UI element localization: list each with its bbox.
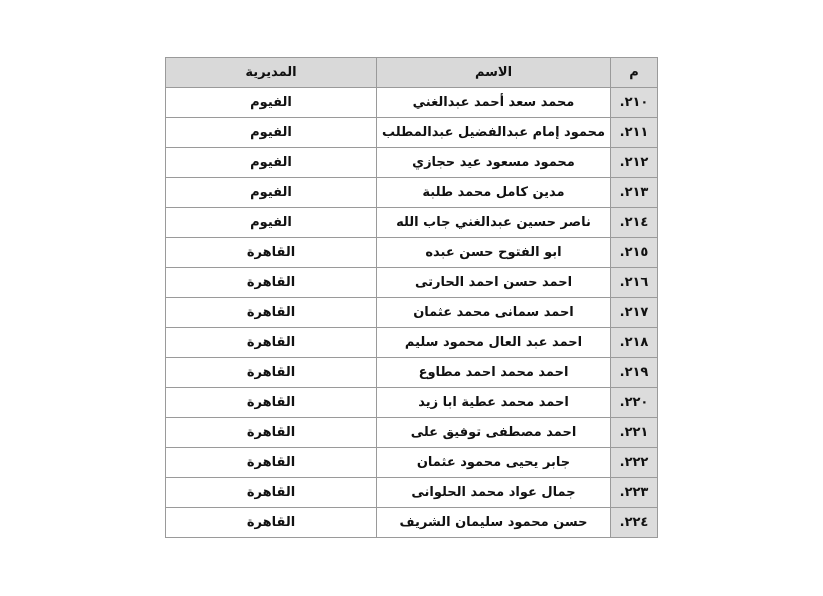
header-name: الاسم (377, 58, 611, 88)
row-num: ٢١١. (611, 118, 658, 148)
row-name: محمود إمام عبدالفضيل عبدالمطلب (377, 118, 611, 148)
table-row (166, 358, 658, 388)
row-num: ٢١٧. (611, 298, 658, 328)
table-row (166, 328, 658, 358)
row-directorate: الفيوم (166, 178, 377, 208)
row-num: ٢١٠. (611, 88, 658, 118)
table-row (166, 418, 658, 448)
row-num: ٢١٦. (611, 268, 658, 298)
row-num: ٢١٩. (611, 358, 658, 388)
row-directorate: الفيوم (166, 148, 377, 178)
table-row (166, 148, 658, 178)
table-row (166, 298, 658, 328)
row-directorate: القاهرة (166, 478, 377, 508)
row-num: ٢١٥. (611, 238, 658, 268)
row-num: ٢١٢. (611, 148, 658, 178)
row-directorate: القاهرة (166, 448, 377, 478)
row-name: احمد سمانى محمد عثمان (377, 298, 611, 328)
table-body (166, 88, 658, 538)
row-name: محمود مسعود عيد حجازي (377, 148, 611, 178)
row-name: احمد محمد عطية ابا زيد (377, 388, 611, 418)
table-row (166, 178, 658, 208)
table-row (166, 208, 658, 238)
row-directorate: القاهرة (166, 358, 377, 388)
row-name: احمد عبد العال محمود سليم (377, 328, 611, 358)
row-num: ٢١٨. (611, 328, 658, 358)
row-num: ٢١٤. (611, 208, 658, 238)
row-num: ٢٢١. (611, 418, 658, 448)
table-row (166, 388, 658, 418)
row-name: احمد مصطفى توفيق على (377, 418, 611, 448)
table-row (166, 508, 658, 538)
row-directorate: القاهرة (166, 418, 377, 448)
row-directorate: القاهرة (166, 298, 377, 328)
table-row (166, 238, 658, 268)
row-directorate: القاهرة (166, 238, 377, 268)
row-num: ٢٢٤. (611, 508, 658, 538)
row-name: مدين كامل محمد طلبة (377, 178, 611, 208)
header-directorate: المديرية (166, 58, 377, 88)
row-name: محمد سعد أحمد عبدالغني (377, 88, 611, 118)
row-name: احمد حسن احمد الحارتى (377, 268, 611, 298)
header-row (166, 58, 658, 88)
row-name: ناصر حسين عبدالغني جاب الله (377, 208, 611, 238)
row-num: ٢٢٣. (611, 478, 658, 508)
table-row (166, 448, 658, 478)
row-name: ابو الفتوح حسن عبده (377, 238, 611, 268)
row-num: ٢١٣. (611, 178, 658, 208)
row-directorate: القاهرة (166, 268, 377, 298)
row-name: جابر يحيى محمود عثمان (377, 448, 611, 478)
table-row (166, 478, 658, 508)
row-num: ٢٢٢. (611, 448, 658, 478)
row-directorate: الفيوم (166, 118, 377, 148)
table-row (166, 88, 658, 118)
row-name: احمد محمد احمد مطاوع (377, 358, 611, 388)
row-directorate: القاهرة (166, 328, 377, 358)
row-name: حسن محمود سليمان الشريف (377, 508, 611, 538)
row-directorate: القاهرة (166, 508, 377, 538)
row-num: ٢٢٠. (611, 388, 658, 418)
row-directorate: القاهرة (166, 388, 377, 418)
header-num: م (611, 58, 658, 88)
row-directorate: الفيوم (166, 88, 377, 118)
row-directorate: الفيوم (166, 208, 377, 238)
names-table (165, 57, 658, 538)
table-row (166, 268, 658, 298)
table-row (166, 118, 658, 148)
row-name: جمال عواد محمد الحلوانى (377, 478, 611, 508)
